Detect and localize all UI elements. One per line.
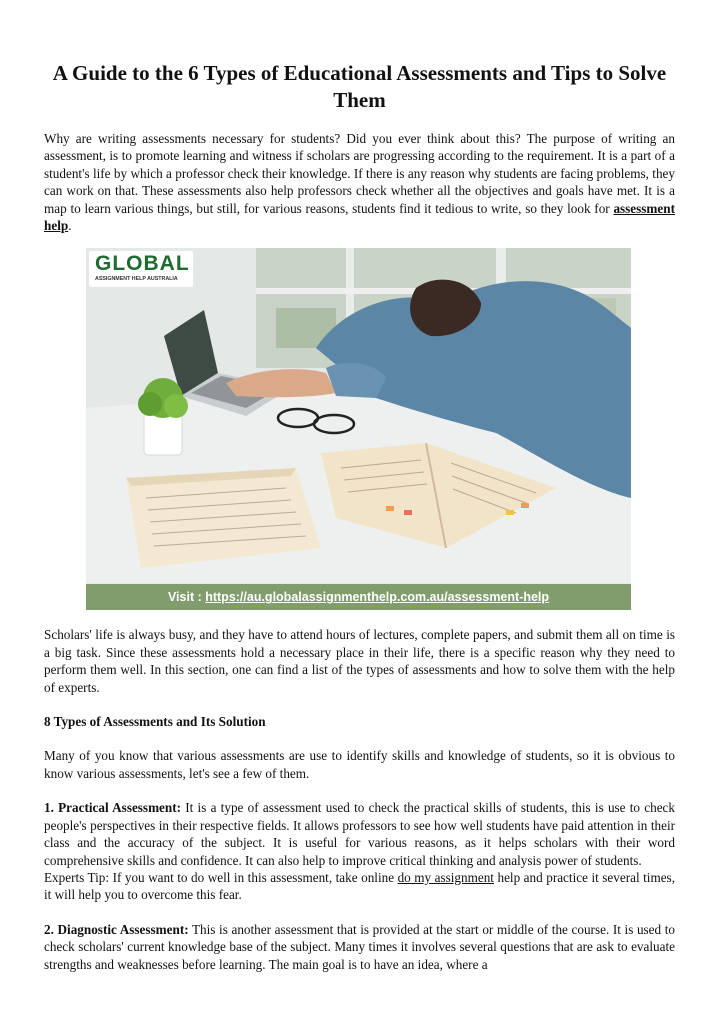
visit-banner xyxy=(86,584,631,610)
diagnostic-assessment-label: 2. Diagnostic Assessment: xyxy=(44,921,189,937)
document-title: A Guide to the 6 Types of Educational Assessments and Tips to Solve Them xyxy=(52,61,667,112)
photo-illustration xyxy=(86,248,631,610)
diagnostic-assessment-text: This is another assessment that is provided at the start or middle of the course. It is used to check scholars' current knowledge base of the subject. Many times it involves several questions that are ask to evaluate strengths and weaknesses before learning. The main goal is to have an idea, where a xyxy=(44,921,675,972)
practical-assessment-label: 1. Practical Assessment: xyxy=(44,800,182,816)
do-my-assignment-link[interactable]: do my assignment xyxy=(397,869,494,885)
intro-paragraph xyxy=(44,130,675,234)
practical-assessment-paragraph xyxy=(44,799,675,869)
assessments-intro-paragraph: Many of you know that various assessments are use to identify skills and knowledge of students, so it is obvious to know various assessments, let's see a few of them. xyxy=(44,748,675,781)
tip-text-before: Experts Tip: If you want to do well in this assessment, take online xyxy=(44,869,398,885)
experts-tip-paragraph xyxy=(44,869,675,904)
visit-label: Visit : xyxy=(167,590,206,605)
visit-url[interactable]: https://au.globalassignmenthelp.com.au/assessment-help xyxy=(205,590,550,605)
global-logo xyxy=(89,251,193,287)
logo-tagline: ASSIGNMENT HELP AUSTRALIA xyxy=(95,276,178,283)
scholars-paragraph: Scholars' life is always busy, and they have to attend hours of lectures, complete papers, and submit them all on time is a big task. Since these assessments hold a necessary place in their life, there is a specific reason why they need to perform them well. In this section, one can find a list of the types of assessments and how to solve them with the help of experts. xyxy=(44,627,675,695)
intro-end: . xyxy=(68,218,72,234)
assessment-help-link[interactable]: assessment help xyxy=(44,200,675,234)
student-photo xyxy=(86,248,631,610)
tip-text-after: help and practice it several times, it will help you to overcome this fear. xyxy=(44,869,675,903)
logo-wordmark: GLOBAL xyxy=(95,252,190,276)
practical-assessment-text: It is a type of assessment used to check the practical skills of students, this is use to check people's perspectives in their respective fields. It allows professors to see how well students have paid attention in their class and the accuracy of the subject. It is useful for various reasons, as it helps scholars with their word comprehensive skills and confidence. It can also help to improve critical thinking and analysis power of students. xyxy=(44,800,676,868)
diagnostic-assessment-paragraph xyxy=(44,921,675,973)
section-heading: 8 Types of Assessments and Its Solution xyxy=(44,714,266,730)
intro-text: Why are writing assessments necessary for students? Did you ever think about this? The purpose of writing an assessment, is to promote learning and witness if scholars are progressing according to the requirement. It is a part of a student's life by which a professor check their knowledge. If there is any reason why students are facing problems, they can work on that. These assessments also help professors check whether all the objectives and goals have met. It is a map to learn various things, but still, for various reasons, students find it tedious to write, so they look for xyxy=(44,131,675,216)
